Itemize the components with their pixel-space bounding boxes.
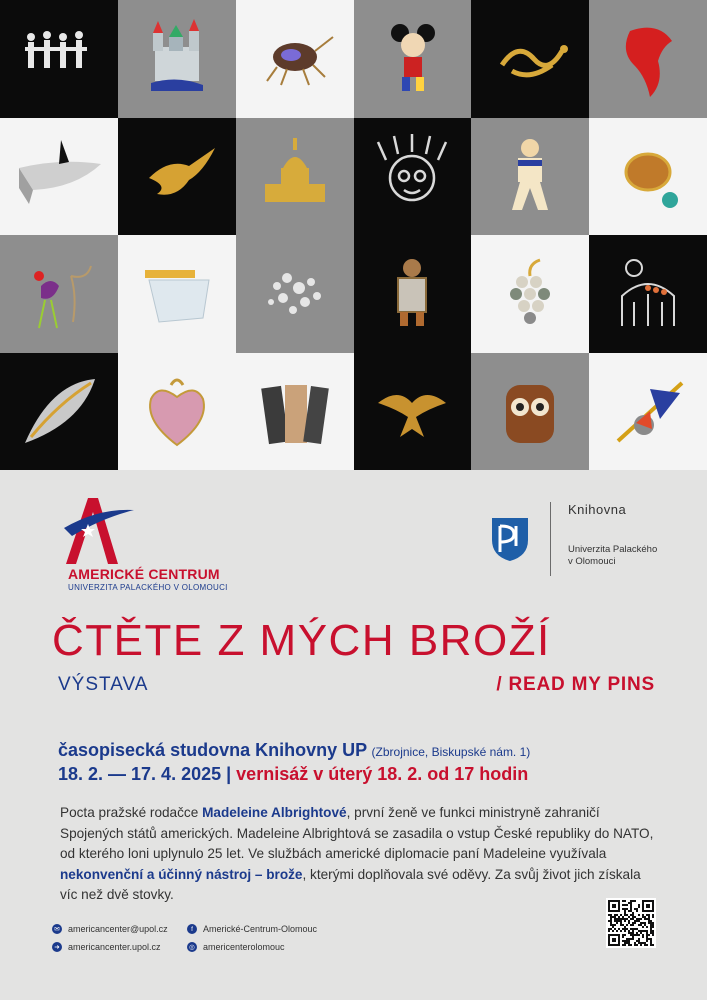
description-text-1: Pocta pražské rodačce [60,805,203,820]
castle-pin [129,11,225,107]
silver-wing-pin [11,128,107,224]
brooch-photo-grid [0,0,707,470]
library-university [568,544,657,568]
grid-cell [354,353,472,471]
amber-pin [600,128,696,224]
heart-pin [129,363,225,459]
owl-pin [482,363,578,459]
description-paragraph [60,803,660,906]
grid-cell [354,0,472,118]
contact-facebook-text: Americké-Centrum-Olomouc [203,924,318,934]
qr-code[interactable] [606,898,656,948]
description-bold-1: Madeleine Albrightové [202,805,347,820]
library-university-line1: Univerzita Palackého [568,544,658,555]
arrow-pin [600,363,696,459]
dove-pin [129,128,225,224]
eagle-pin [364,363,460,459]
poster-info-panel [0,470,707,1000]
grid-cell [0,0,118,118]
contact-email-text: americancenter@upol.cz [68,924,168,934]
sailor-pin [482,128,578,224]
grid-cell [0,118,118,236]
crystal-cluster-pin [247,246,343,342]
grid-cell [471,0,589,118]
contact-instagram[interactable] [187,942,285,952]
instagram-icon: ◎ [187,942,197,952]
serpent-pin [482,11,578,107]
exhibition-label: VÝSTAVA [58,674,149,695]
heron-pin [11,246,107,342]
grid-cell [118,0,236,118]
contacts-block [52,920,392,970]
american-center-logo [58,494,238,592]
red-bird-pin [600,11,696,107]
date-range: 18. 2. — 17. 4. 2025 | [58,764,232,784]
stone-pin [247,363,343,459]
grid-cell [589,0,707,118]
dates-line [58,764,528,785]
grid-cell [471,235,589,353]
grid-cell [0,353,118,471]
grid-cell [236,353,354,471]
grid-cell [0,235,118,353]
library-university-line2: v Olomouci [568,556,616,567]
english-title: / READ MY PINS [496,674,655,695]
grid-cell [471,118,589,236]
dancers-pin [11,11,107,107]
grid-cell [589,118,707,236]
grid-cell [589,235,707,353]
venue-name: časopisecká studovna Knihovny UP [58,740,368,760]
american-center-a-icon [58,494,138,566]
grid-cell [118,353,236,471]
american-center-name: AMERICKÉ CENTRUM [68,566,220,582]
palacky-university-shield-icon [490,516,530,562]
grid-cell [589,353,707,471]
grapes-pin [482,246,578,342]
grid-cell [354,118,472,236]
library-logo [490,502,670,582]
venue-address: (Zbrojnice, Biskupské nám. 1) [371,745,531,759]
american-center-subtitle: UNIVERZITA PALACKÉHO V OLOMOUCI [68,583,228,592]
grid-cell [354,235,472,353]
contact-email[interactable] [52,924,168,934]
grid-cell [471,353,589,471]
leaf-pin [11,363,107,459]
venue-line [58,740,530,761]
mickey-pin [364,11,460,107]
grid-cell [236,235,354,353]
glacier-pin [129,246,225,342]
contact-web[interactable] [52,942,161,952]
description-bold-2: nekonvenční a účinný nástroj – brože [60,866,303,882]
logo-divider [550,502,551,576]
contact-facebook[interactable] [187,924,317,934]
grid-cell [118,235,236,353]
gate-pin [600,246,696,342]
opening-date: vernisáž v úterý 18. 2. od 17 hodin [236,764,529,784]
description-text-2: , první ženě ve funkci ministryně zahraničí Spojených států amerických. Madeleine Albrightová se zasadila o vstup České republiky do NATO, od kterého loni uplynulo 25 let. Ve službách americké diplomacie paní Madeleine využívala [60,805,654,861]
facebook-icon: f [187,924,197,934]
liberty-pin [364,128,460,224]
web-link-icon: ➜ [52,942,62,952]
grid-cell [118,118,236,236]
email-icon: ✉ [52,924,62,934]
capitol-pin [247,128,343,224]
exhibition-title: ČTĚTE Z MÝCH BROŽÍ [52,616,551,665]
contact-instagram-text: americenterolomouc [203,942,285,952]
bug-pin [247,11,343,107]
grid-cell [236,0,354,118]
contact-web-text: americancenter.upol.cz [68,942,161,952]
robot-pin [364,246,460,342]
library-title: Knihovna [568,502,627,517]
description-text-3: , kterými doplňovala své oděvy. Za svůj život jich získala víc než dvě stovky. [60,866,641,902]
grid-cell [236,118,354,236]
